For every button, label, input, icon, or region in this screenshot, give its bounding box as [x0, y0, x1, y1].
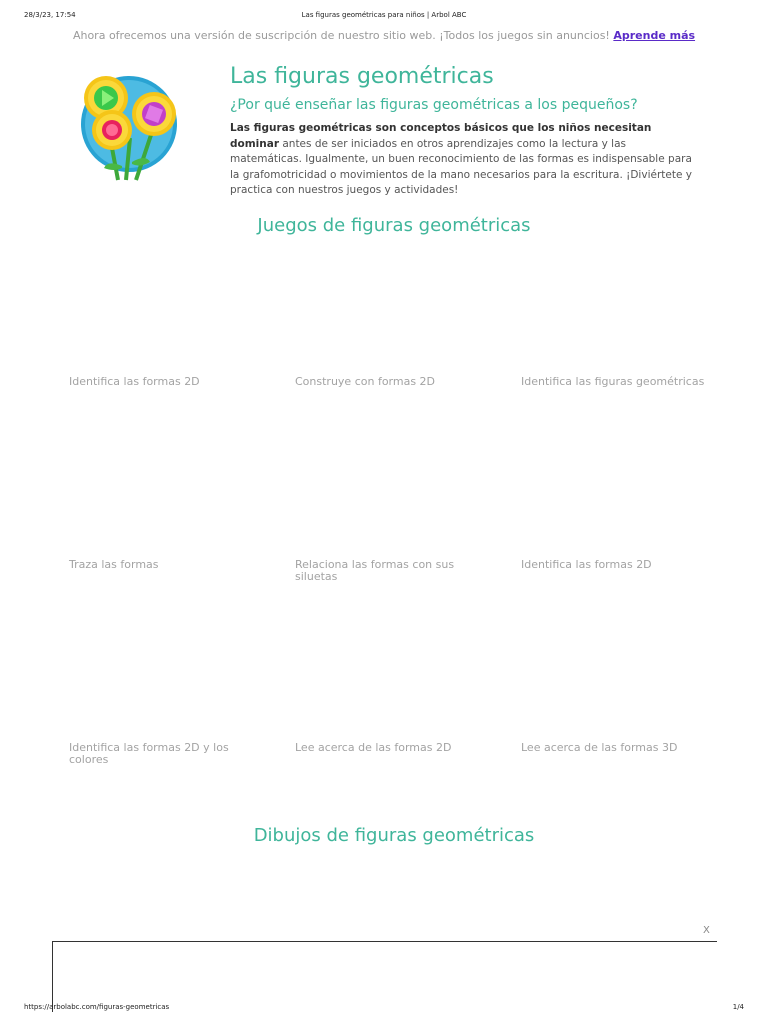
page-title: Las figuras geométricas [230, 64, 494, 89]
print-doc-title: Las figuras geométricas para niños | Arbol ABC [301, 11, 467, 19]
game-link[interactable]: Lee acerca de las formas 2D [295, 741, 452, 754]
intro-rest-text: antes de ser iniciados en otros aprendizajes como la lectura y las matemáticas. Igualmente, un buen reconocimiento de las formas es indispensable para la grafomotricidad o movimientos de la mano necesarios para la escritura. ¡Diviértete y practica con nuestros juegos y actividades! [230, 137, 692, 196]
flowers-illustration-icon [74, 68, 184, 184]
drawings-section-title: Dibujos de figuras geométricas [253, 825, 535, 846]
game-link[interactable]: Identifica las formas 2D y los colores [69, 741, 229, 766]
learn-more-link[interactable]: Aprende más [613, 29, 696, 42]
game-link[interactable]: Identifica las formas 2D [69, 375, 200, 388]
game-link[interactable]: Lee acerca de las formas 3D [521, 741, 678, 754]
subscription-text: Ahora ofrecemos una versión de suscripción de nuestro sitio web. ¡Todos los juegos sin anuncios! [72, 29, 610, 42]
print-footer [0, 1003, 768, 1015]
print-url: https://arbolabc.com/figuras-geometricas [24, 1003, 170, 1011]
game-link[interactable]: Construye con formas 2D [295, 375, 436, 388]
print-page-number: 1/4 [732, 1003, 744, 1011]
ad-close-button[interactable]: X [703, 925, 710, 936]
intro-bold-text: Las figuras geométricas son conceptos básicos que los niños necesitan dominar [230, 122, 652, 150]
game-link[interactable]: Identifica las figuras geométricas [521, 375, 705, 388]
game-link[interactable]: Relaciona las formas con sus siluetas [295, 558, 455, 583]
print-datetime: 28/3/23, 17:54 [24, 11, 76, 19]
sunflower-shapes-logo [74, 68, 184, 184]
game-link[interactable]: Traza las formas [69, 558, 159, 571]
intro-paragraph [230, 121, 698, 199]
subscription-banner [0, 29, 768, 42]
game-link[interactable]: Identifica las formas 2D [521, 558, 652, 571]
games-section-title: Juegos de figuras geométricas [257, 215, 531, 236]
print-header [0, 11, 768, 23]
ad-frame [52, 941, 717, 1012]
page-subtitle: ¿Por qué enseñar las figuras geométricas a los pequeños? [230, 97, 638, 113]
